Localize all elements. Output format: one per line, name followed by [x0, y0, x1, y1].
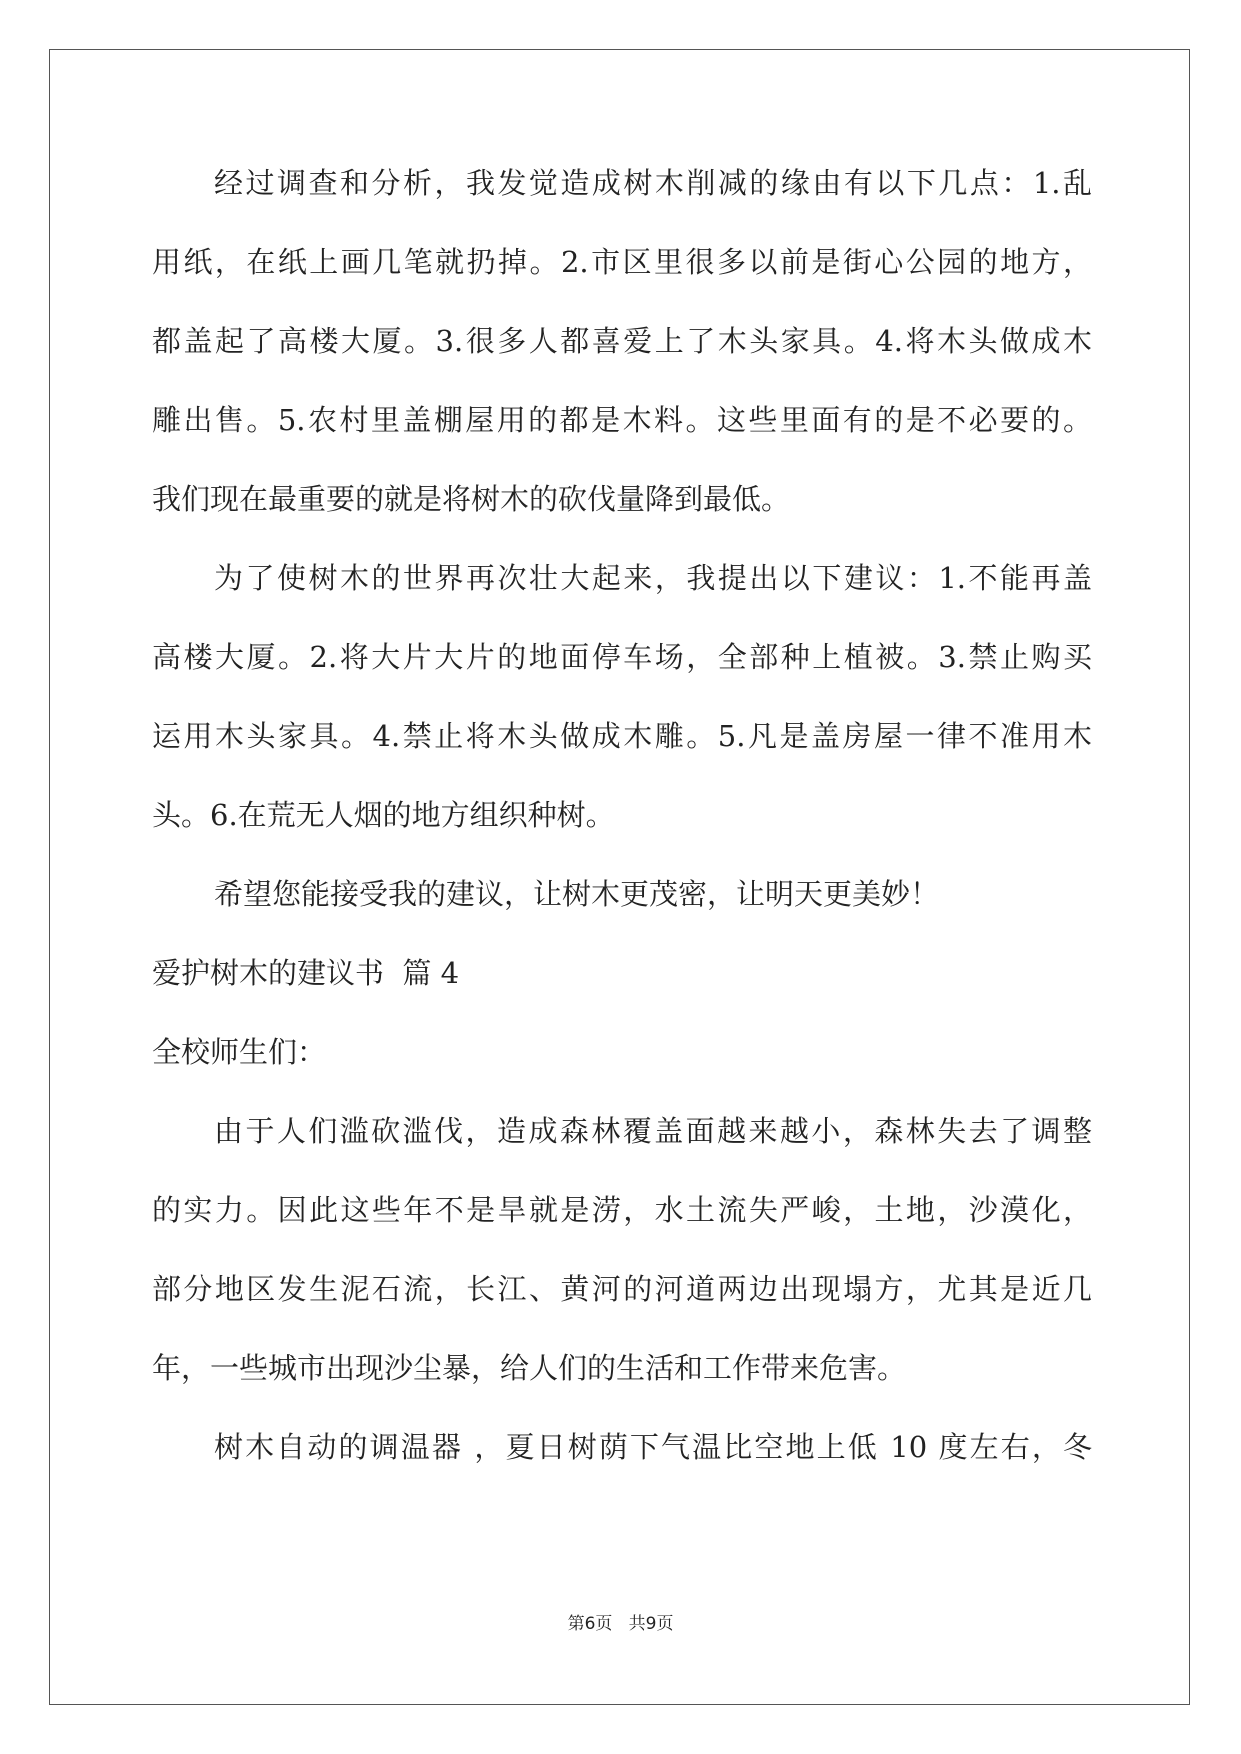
paragraph-line: 经过调查和分析，我发觉造成树木削减的缘由有以下几点：1.乱: [214, 166, 1092, 200]
current-page-number: 6: [584, 1614, 596, 1634]
total-page-number: 9: [645, 1614, 657, 1634]
paragraph-line: 由于人们滥砍滥伐，造成森林覆盖面越来越小，森林失去了调整: [214, 1114, 1092, 1148]
paragraph-line: 雕出售。5.农村里盖棚屋用的都是木料。这些里面有的是不必要的。: [152, 403, 1092, 437]
paragraph-line: 部分地区发生泥石流，长江、黄河的河道两边出现塌方，尤其是近几: [152, 1272, 1092, 1306]
section-title: 爱护树木的建议书 篇 4: [152, 956, 460, 990]
paragraph-line: 希望您能接受我的建议，让树木更茂密，让明天更美妙！: [214, 877, 940, 911]
paragraph-line: 树木自动的调温器 ，夏日树荫下气温比空地上低 10 度左右，冬: [214, 1430, 1092, 1464]
paragraph-line: 高楼大厦。2.将大片大片的地面停车场，全部种上植被。3.禁止购买: [152, 640, 1092, 674]
paragraph-line: 用纸，在纸上画几笔就扔掉。2.市区里很多以前是街心公园的地方，: [152, 245, 1092, 279]
paragraph-line: 年，一些城市出现沙尘暴，给人们的生活和工作带来危害。: [152, 1351, 907, 1385]
footer-middle: 页 共: [595, 1614, 646, 1634]
page-footer: [0, 1612, 1241, 1636]
salutation: 全校师生们：: [152, 1035, 327, 1069]
footer-prefix: 第: [567, 1614, 585, 1634]
paragraph-line: 为了使树木的世界再次壮大起来，我提出以下建议：1.不能再盖: [214, 561, 1092, 595]
footer-suffix: 页: [656, 1614, 674, 1634]
paragraph-line: 都盖起了高楼大厦。3.很多人都喜爱上了木头家具。4.将木头做成木: [152, 324, 1092, 358]
paragraph-line: 我们现在最重要的就是将树木的砍伐量降到最低。: [152, 482, 791, 516]
paragraph-line: 的实力。因此这些年不是旱就是涝，水土流失严峻，土地，沙漠化，: [152, 1193, 1092, 1227]
paragraph-line: 头。6.在荒无人烟的地方组织种树。: [152, 798, 615, 832]
paragraph-line: 运用木头家具。4.禁止将木头做成木雕。5.凡是盖房屋一律不准用木: [152, 719, 1092, 753]
document-body: [152, 163, 1092, 1506]
